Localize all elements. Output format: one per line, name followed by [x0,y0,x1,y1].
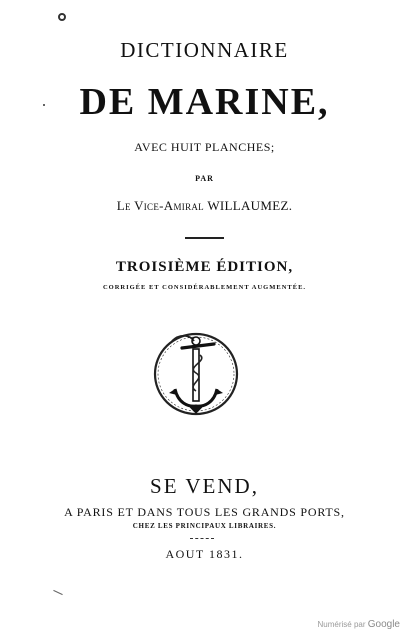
small-divider [190,538,214,540]
edition-note: CORRIGÉE ET CONSIDÉRABLEMENT AUGMENTÉE. [102,284,307,291]
booksellers: CHEZ LES PRINCIPAUX LIBRAIRES. [132,522,277,530]
author-prefix: Le Vice-Amiral [116,198,204,213]
edition-title: TROISIÈME ÉDITION, [115,259,294,275]
sale-notice: SE VEND, [150,474,259,498]
author-name: WILLAUMEZ. [207,198,293,213]
watermark-brand: Google [367,619,400,630]
by-line: PAR [195,174,214,183]
watermark-prefix: Numérisé par [317,620,366,629]
publication-date: AOUT 1831. [165,547,244,561]
subtitle: AVEC HUIT PLANCHES; [134,140,275,154]
title-line-2: DE MARINE, [79,81,330,123]
author [0,198,409,214]
divider-rule [185,237,224,239]
ink-blot [58,13,66,21]
sale-location: A PARIS ET DANS TOUS LES GRANDS PORTS, [64,505,345,519]
digitization-watermark [318,619,401,630]
ink-mark [53,590,62,595]
title-line-1: DICTIONNAIRE [120,38,289,62]
anchor-rope-icon [150,327,242,419]
